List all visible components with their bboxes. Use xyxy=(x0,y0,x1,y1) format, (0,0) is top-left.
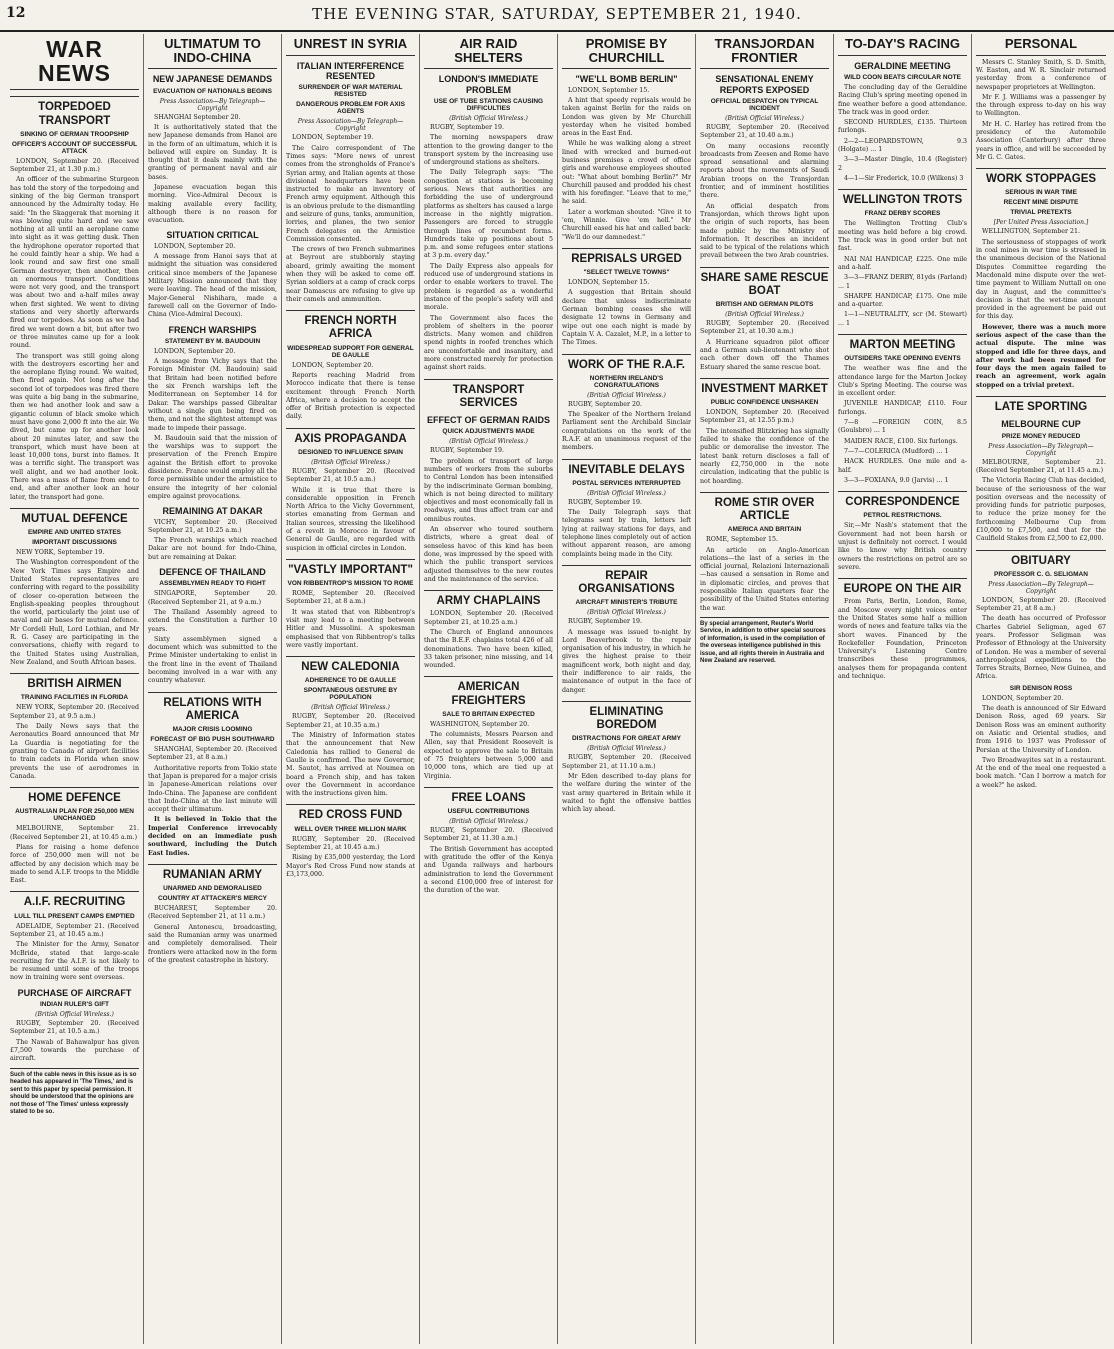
column-body xyxy=(838,61,967,682)
article-subheading: TRAINING FACILITIES IN FLORIDA xyxy=(20,694,129,702)
column-body xyxy=(700,74,829,613)
article-paragraph: Sixty assemblymen signed a document which was submitted to the Prime Minister undertaking to enlist in the front line in the event of Thailand becoming involved in a war with any country whatever. xyxy=(148,635,277,685)
article-paragraph: RUGBY, September 20. (Received September 21, at 10.5 a.m.) xyxy=(286,468,415,484)
article-headline: RED CROSS FUND xyxy=(286,804,415,822)
article-paragraph: SECOND HURDLES, £135. Thirteen furlongs. xyxy=(838,119,967,135)
article-paragraph: M. Baudouin said that the mission of the warships was to support the preservation of the French Empire against the British effort to provoke dissidence. France would employ all the force permissible under the armistice to ensure the integrity of her colonial empire against provocations. xyxy=(148,434,277,500)
article-headline: SHARE SAME RESCUE BOAT xyxy=(700,267,829,298)
article-headline: ITALIAN INTERFERENCE RESENTED xyxy=(296,60,405,81)
column-body xyxy=(286,61,415,880)
masthead xyxy=(0,0,1114,32)
article-credit: (British Official Wireless.) xyxy=(35,1011,114,1019)
article-paragraph: LONDON, September 20. (Received September 21, at 1.30 p.m.) xyxy=(10,157,139,174)
article-paragraph: VICHY, September 20. (Received September 21, at 10.25 a.m.) xyxy=(148,518,277,534)
article-paragraph: NEW YORK, September 20. (Received September 21, at 9.5 a.m.) xyxy=(10,704,139,720)
article-subheading: ASSEMBLYMEN READY TO FIGHT xyxy=(159,580,266,588)
column-racing xyxy=(834,34,972,1344)
article-paragraph: Mr H. C. Harley has retired from the presidency of the Automobile Association (Canterbury) after three years in office, and will be succeeded by Mr G. C. Gates. xyxy=(976,120,1106,161)
article-headline: FREE LOANS xyxy=(424,787,553,805)
article-credit: (British Official Wireless.) xyxy=(449,818,528,826)
article-credit: (British Official Wireless.) xyxy=(449,438,528,446)
article-paragraph: LONDON, September 20. xyxy=(982,694,1064,702)
article-paragraph: It was stated that von Ribbentrop's visit may lead to a meeting between Hitler and Mussolini. A spokesman emphasised that von Ribbentrop's talks were vastly important. xyxy=(286,608,415,649)
column-heading: TO-DAY'S RACING xyxy=(838,34,967,56)
article-paragraph: The problem of transport of large numbers of workers from the suburbs to Central London has been intensified by the indiscriminate German bombing, which is not being directed to military objectives and most economically fall in roadways, and thus affect tram car and omnibus routes. xyxy=(424,457,553,523)
article-subheading: RECENT MINE DISPUTE xyxy=(1003,199,1079,207)
article-paragraph: SHANGHAI September 20. xyxy=(154,113,241,121)
article-subheading: USE OF TUBE STATIONS CAUSING DIFFICULTIES xyxy=(433,97,544,112)
article-headline: WORK OF THE R.A.F. xyxy=(562,354,691,372)
article-paragraph: Two Broadwayites sat in a restaurant. At the end of the meal one requested a book match. "Can I borrow a match for a week?" he asked. xyxy=(976,756,1106,789)
article-headline: TRANSPORT SERVICES xyxy=(424,379,553,410)
article-paragraph: An officer of the submarine Sturgeon has told the story of the torpedoing and sinking of the big German transport announced by the Admiralty today. He said: "In the Skaggerak that morning it was blowing quite hard and we saw nothing at all until an aeroplane came into sight as it was getting dusk. Then the hydrophone operator reported that he could faintly hear a ship. We had a look round and saw first one small German destroyer, then another, then an enormous transport. Conditions were not very good, and the transport was about two and a-half miles away when first sighted. We went to diving stations and very shortly afterwards fired our torpedoes. As soon as we had fired we went down a bit, but after two or three minutes came up for a look round. xyxy=(10,176,139,350)
article-paragraph: NEW YORK, September 19. xyxy=(16,549,105,557)
article-paragraph: Mr Eden described to-day plans for the welfare during the winter of the vast army quartered in Britain while it waited to fight the offensive battles which lay ahead. xyxy=(562,773,691,814)
article-paragraph: SINGAPORE, September 20. (Received September 21, at 9 a.m.) xyxy=(148,590,277,606)
article-paragraph: A message from Vichy says that the Foreign Minister (M. Baudouin) said that Britain had been notified before the six French warships left the Mediterranean on September 14 for Dakar. The warships passed Gibraltar without a single gun being fired on them, and not the slightest attempt was made to impede their passage. xyxy=(148,358,277,432)
article-paragraph: The crews of two French submarines at Beyrout are stubbornly staying aboard, grimly awaiting the moment when they will be asked to come off. Syrian soldiers at a camp of crack corps near Damascus are refusing to give up their camels and ammunition. xyxy=(286,246,415,303)
article-paragraph: MELBOURNE, September 21. (Received September 21, at 11.45 a.m.) xyxy=(976,458,1106,474)
article-subheading: WIDESPREAD SUPPORT FOR GENERAL DE GAULLE xyxy=(287,344,414,359)
article-paragraph: The columnists, Messrs Pearson and Allen, say that President Roosevelt is expected to approve the sale to Britain of 75 freighters between 5,000 and 10,000 tons, which are tied up at Virginia. xyxy=(424,731,553,780)
column-heading: TRANSJORDAN FRONTIER xyxy=(700,34,829,69)
article-subheading: AUSTRALIAN PLAN FOR 250,000 MEN UNCHANGED xyxy=(15,808,134,823)
article-paragraph: SHANGHAI, September 20. (Received September 21, at 8 a.m.) xyxy=(148,746,277,762)
article-headline: ROME STIR OVER ARTICLE xyxy=(700,492,829,523)
article-paragraph: Plans for raising a home defence force of 250,000 men will not be affected by any decision which may be made to send A.I.F. troops to the Middle East. xyxy=(10,843,139,885)
article-paragraph: ADELAIDE, September 21. (Received September 21, at 10.45 a.m.) xyxy=(10,922,139,938)
article-paragraph: ROME, September 15. xyxy=(706,536,779,544)
article-subheading: SIR DENISON ROSS xyxy=(1009,684,1073,692)
column-air-raid-shelters xyxy=(420,34,558,1344)
article-headline: EFFECT OF GERMAN RAIDS xyxy=(427,415,550,426)
article-paragraph: LONDON, September 20. xyxy=(154,347,236,355)
article-paragraph: The transport was still going along with the destroyers escorting her and the aeroplane flying round. We waited, then fired again. Not long after the second lot of torpedoes was fired there was quite a big bang in the submarine, then we had another look and saw a gigantic column of black smoke which must have gone 2,000 ft into the air. We dived, but came up for another look about 20 minutes later, and saw the transport, which must have been at least 10,000 tons, burst into flames. It was a terrific sight. The transport was well alight, and we had another look. There was a mass of flame from end to end, and after another look an hour later, the transport had gone. xyxy=(10,352,139,501)
article-subheading: FORECAST OF BIG PUSH SOUTHWARD xyxy=(150,736,275,744)
article-paragraph: The Thailand Assembly agreed to extend the Constitution a further 10 years. xyxy=(148,608,277,633)
article-credit: (British Official Wireless.) xyxy=(587,745,666,753)
column-body xyxy=(10,96,139,1063)
article-paragraph: RUGBY, September 20. (Received September 21, at 10.40 a.m.) xyxy=(700,123,829,140)
column-heading: PERSONAL xyxy=(976,34,1106,56)
article-paragraph: LONDON, September 20. (Received September 21, at 10.25 a.m.) xyxy=(424,610,553,626)
article-headline: AXIS PROPAGANDA xyxy=(286,428,415,446)
article-subheading: TRIVIAL PRETEXTS xyxy=(1010,209,1072,217)
newspaper-title: THE EVENING STAR, SATURDAY, SEPTEMBER 21, 1940. xyxy=(312,5,802,23)
article-subheading: WELL OVER THREE MILLION MARK xyxy=(294,825,407,833)
article-paragraph: 7—8 —FOREIGN COIN, 8.5 (Goulsbro) ... 1 xyxy=(838,419,967,435)
article-subheading: USEFUL CONTRIBUTIONS xyxy=(447,808,530,816)
article-paragraph: RUGBY, September 20. xyxy=(568,400,643,408)
article-headline: "VASTLY IMPORTANT" xyxy=(286,559,415,577)
article-headline: CORRESPONDENCE xyxy=(838,491,967,509)
article-headline: FRENCH WARSHIPS xyxy=(168,324,257,335)
article-paragraph: The British Government has accepted with gratitude the offer of the Kenya and Uganda railways and harbours administration to lend the Government a second £100,000 free of interest for the duration of the war. xyxy=(424,845,553,895)
article-paragraph: The weather was fine and the attendance large for the Marton Jockey Club's Spring Meeting. The course was in excellent order. xyxy=(838,365,967,398)
article-paragraph: Later a workman shouted: "Give it to 'em, Winnie. Give 'em hell." Mr Churchill eased his hat and called back: "We'll do our damnedest." xyxy=(562,208,691,241)
article-paragraph: WELLINGTON, September 21. xyxy=(982,228,1081,236)
article-paragraph: The seriousness of stoppages of work in coal mines in war time is stressed in the unanimous decision of the National Disputes Committee regarding the Macdonald mine dispute over the wet-time payment to William Nuttall on one day in August, and the committee's decision is that the wet-time amount provided in the agreement be paid out for this day. xyxy=(976,238,1106,321)
article-headline: EUROPE ON THE AIR xyxy=(838,578,967,596)
article-subheading: UNARMED AND DEMORALISED xyxy=(163,885,262,893)
article-paragraph: LONDON, September 19. xyxy=(292,134,374,142)
article-headline: RUMANIAN ARMY xyxy=(148,864,277,882)
article-subheading: WILD COON BEATS CIRCULAR NOTE xyxy=(844,73,961,81)
article-credit: [Per United Press Association.] xyxy=(993,219,1089,227)
article-headline: OBITUARY xyxy=(976,550,1106,568)
article-credit: Press Association—By Telegraph—Copyright xyxy=(159,97,266,112)
article-paragraph: On many occasions recently broadcasts from Zeesen and Rome have spread sensational and alarming reports about the movements of Saudi Arabian troops on the Transjordan frontier, and of imminent hostilities there. xyxy=(700,142,829,200)
article-subheading: EMPIRE AND UNITED STATES xyxy=(27,529,122,537)
article-paragraph: The concluding day of the Geraldine Racing Club's spring meeting opened in fine weather before a good attendance. The track was in good order. xyxy=(838,83,967,116)
article-paragraph: The Ministry of Information states that the announcement that New Caledonia has rallied to General de Gaulle is confirmed. The new Governor, M. Sautot, has arrived at Noumea on board a French ship, and has taken over the Government in accordance with the instructions given him. xyxy=(286,732,415,798)
article-headline: NEW JAPANESE DEMANDS xyxy=(152,74,273,85)
article-paragraph: The Daily News says that the Aeronautics Board announced that Mr La Guardia is negotiating for the granting to Canada of airport facilities to train cadets in Florida when snow prevents the use of aerodromes in Canada. xyxy=(10,723,139,780)
article-paragraph: SHARPE HANDICAP, £175. One mile and a-quarter. xyxy=(838,292,967,309)
article-paragraph: The intensified Blitzkrieg has signally failed to shake the confidence of the public or demoralise the investor. The latest bank return discloses a fall of nearly £2,750,000 in the note circulation, indicating that the public is not hoarding. xyxy=(700,427,829,485)
article-headline: REMAINING AT DAKAR xyxy=(162,506,263,517)
article-paragraph: The Cairo correspondent of The Times says: "More news of unrest comes from the strongholds of France's Syrian army, and Italian agents at those divisional headquarters have been instructed to make an inventory of French army equipment. Although this is an obvious prelude to the dismantling and seizure of guns, tanks, ammunition, lorries, and planes, the two senior French delegates on the Armistice Commission consented. xyxy=(286,144,415,243)
article-paragraph: Reports reaching Madrid from Morocco indicate that there is tense excitement through French North Africa, where a decision to accept the offer of British protection is expected daily. xyxy=(286,372,415,421)
article-paragraph: Japanese evacuation began this morning. Vice-Admiral Decoux is making available every facility, although there is no reason for evacuation. xyxy=(148,184,277,225)
article-subheading: COUNTRY AT ATTACKER'S MERCY xyxy=(157,895,268,903)
article-subheading: EVACUATION OF NATIONALS BEGINS xyxy=(153,87,272,95)
article-paragraph: The Church of England announces that the B.E.F. chaplains total 426 of all denominations. Two have been killed, 33 taken prisoner, nine missing, and 14 wounded. xyxy=(424,628,553,670)
article-credit: Press Association—By Telegraph—Copyright xyxy=(988,442,1094,457)
article-subheading: OFFICER'S ACCOUNT OF SUCCESSFUL ATTACK xyxy=(11,140,138,155)
article-subheading: BRITISH AND GERMAN PILOTS xyxy=(715,301,814,309)
article-subheading: LULL TILL PRESENT CAMPS EMPTIED xyxy=(14,912,135,920)
article-headline: GERALDINE MEETING xyxy=(854,60,951,71)
article-subheading: NORTHERN IRELAND'S CONGRATULATIONS xyxy=(589,374,664,389)
article-subheading: VON RIBBENTROP'S MISSION TO ROME xyxy=(287,580,414,588)
article-subheading: POSTAL SERVICES INTERRUPTED xyxy=(572,479,681,487)
article-paragraph: ROME, September 20. (Received September 21, at 8 a.m.) xyxy=(286,590,415,606)
article-headline: HOME DEFENCE xyxy=(10,787,139,805)
article-paragraph: The Speaker of the Northern Ireland Parliament sent the Archibald Sinclair congratulations on the work of the R.A.F. at an unanimous request of the members. xyxy=(562,411,691,452)
article-paragraph: While it is true that there is considerable opposition in French North Africa to the Vichy Government, stories emanating from German and Italian sources, stressing the likelihood of a revolt in Morocco in favour of General de Gaulle, are regarded with suspicion in official circles in London. xyxy=(286,486,415,552)
article-subheading: INDIAN RULER'S GIFT xyxy=(39,1001,110,1009)
article-paragraph: RUGBY, September 20. (Received September 21, at 10.30 a.m.) xyxy=(700,320,829,336)
article-headline: WELLINGTON TROTS xyxy=(838,189,967,207)
article-credit: (British Official Wireless.) xyxy=(725,311,804,319)
article-credit: (British Official Wireless.) xyxy=(587,391,666,399)
article-headline: ELIMINATING BOREDOM xyxy=(562,701,691,732)
article-paragraph: RUGBY, September 20. (Received September 21, at 10.45 a.m.) xyxy=(286,835,415,851)
article-subheading: FRANZ DERBY SCORES xyxy=(864,210,941,218)
article-headline: INEVITABLE DELAYS xyxy=(562,459,691,477)
column-body xyxy=(148,74,277,965)
article-headline: FRENCH NORTH AFRICA xyxy=(286,310,415,341)
column-heading: UNREST IN SYRIA xyxy=(286,34,415,56)
article-paragraph: The Wellington Trotting Club's meeting was held before a big crowd. The track was in good order but not fast. xyxy=(838,220,967,253)
article-paragraph: While he was walking along a street lined with wrecked and burned-out business premises a crowd of office girls and warehouse employees shouted out: "What about bombing Berlin?" Mr Churchill paused and prodded his chest with his forefinger. "Leave that to me," he said. xyxy=(562,140,691,206)
article-subheading: MAJOR CRISIS LOOMING xyxy=(172,726,253,734)
article-paragraph: WASHINGTON, September 20. xyxy=(430,720,530,728)
article-paragraph: MELBOURNE, September 21. (Received September 21, at 10.45 a.m.) xyxy=(10,825,139,841)
article-paragraph: It is believed in Tokio that the Imperial Conference irrevocably decided on an immediate push southward, including the Dutch East Indies. xyxy=(148,816,277,857)
article-credit: (British Official Wireless.) xyxy=(587,489,666,497)
article-headline: REPAIR ORGANISATIONS xyxy=(562,565,691,596)
article-paragraph: RUGBY, September 20. (Received September 21, at 11.30 a.m.) xyxy=(424,827,553,843)
article-subheading: AIRCRAFT MINISTER'S TRIBUTE xyxy=(575,599,678,607)
article-paragraph: The Daily Express also appeals for reduced use of underground stations in order to enable workers to travel. The problem is regarded as a wonderful instance of the people's safety will and morale. xyxy=(424,262,553,312)
article-paragraph: Messrs C. Stanley Smith, S. D. Smith, W. Easton, and W. R. Sinclair returned yesterday from a conference of newspaper proprietors at Wellington. xyxy=(976,58,1106,91)
article-subheading: DANGEROUS PROBLEM FOR AXIS AGENTS xyxy=(296,101,405,116)
article-paragraph: The death has occurred of Professor Charles Gabriel Seligman, aged 67 years. Professor Seligman was Professor of Ethnology at the University of London. He was a member of several anthropological expeditions to the Torres Straits, Borneo, New Guinea, and Africa. xyxy=(976,615,1106,681)
article-paragraph: 2—2—LEOPARDSTOWN, 9.3 (Holgate) ... 1 xyxy=(838,137,967,154)
article-headline: TORPEDOED TRANSPORT xyxy=(10,96,139,127)
article-subheading: SERIOUS IN WAR TIME xyxy=(1005,189,1077,197)
column-transjordan xyxy=(696,34,834,1344)
article-headline: PURCHASE OF AIRCRAFT xyxy=(17,987,132,998)
column-syria xyxy=(282,34,420,1344)
article-paragraph: JUVENILE HANDICAP, £110. Four furlongs. xyxy=(838,400,967,416)
article-paragraph: The Daily Telegraph says that telegrams sent by train, letters left lying at railway stations for days, and telephone lines completely out of action without apparent reason, are among complaints being made in the City. xyxy=(562,509,691,558)
article-headline: LATE SPORTING xyxy=(976,396,1106,414)
article-paragraph: The Minister for the Army, Senator McBride, stated that large-scale recruiting for the A.I.F. is not likely to be resumed until some of the troops now in training were sent overseas. xyxy=(10,941,139,982)
article-paragraph: LONDON, September 20. xyxy=(154,242,236,250)
article-credit: (British Official Wireless.) xyxy=(311,704,390,712)
article-paragraph: LONDON, September 20. (Received September 21, at 12.55 p.m.) xyxy=(700,409,829,425)
article-headline: AMERICAN FREIGHTERS xyxy=(424,676,553,707)
article-subheading: DISTRACTIONS FOR GREAT ARMY xyxy=(571,735,682,743)
article-subheading: QUICK ADJUSTMENTS MADE xyxy=(442,428,535,436)
column-churchill xyxy=(558,34,696,1344)
article-paragraph: 3—3—FOXIANA, 9.0 (Jarvis) ... 1 xyxy=(844,476,949,484)
article-headline: SENSATIONAL ENEMY REPORTS EXPOSED xyxy=(715,74,814,95)
article-paragraph: The Washington correspondent of the New York Times says Empire and United States representatives are conferring with regard to the possibility of closer co-operation between the English-speaking peoples throughout the world, particularly the joint use of naval and air bases for mutual defence. Mr Cordell Hull, Lord Lothian, and Mr R. G. Casey are participating in the conversations, chiefly with regard to the United States using Australian, New Zealand, and South African bases. xyxy=(10,559,139,666)
article-headline: RELATIONS WITH AMERICA xyxy=(148,692,277,723)
article-paragraph: 3—3—Master Dingle, 10.4 (Register) 2 xyxy=(838,156,967,172)
article-paragraph: A hint that speedy reprisals would be taken against Berlin for the raids on London was given by Mr Churchill yesterday when he visited bombed areas in the East End. xyxy=(562,96,691,138)
column-body xyxy=(424,74,553,895)
article-paragraph: Sir,—Mr Nash's statement that the Government had not been harsh or unjust is definitely not correct. I would like to know why British country owners the restrictions on petrol are so severe. xyxy=(838,522,967,571)
column-heading: ULTIMATUM TO INDO-CHINA xyxy=(148,34,277,69)
article-subheading: OFFICIAL DESPATCH ON TYPICAL INCIDENT xyxy=(710,97,819,112)
article-headline: ARMY CHAPLAINS xyxy=(424,590,553,608)
column-heading: AIR RAID SHELTERS xyxy=(424,34,553,69)
article-paragraph: However, there was a much more serious aspect of the case than the actual dispute. The mine was stopped and idle for three days, and after work had been resumed for four days the men again failed to reach an agreement, work again stopped on a trivial pretext. xyxy=(976,323,1106,389)
article-credit: (British Official Wireless.) xyxy=(587,609,666,617)
article-paragraph: It is authoritatively stated that the new Japanese demands from Hanoi are in the form of an ultimatum, which it is believed will expire on Sunday. It is thought that it deals mainly with the granting of permanent naval and air bases. xyxy=(148,123,277,181)
column-body xyxy=(562,74,691,814)
article-headline: NEW CALEDONIA xyxy=(286,656,415,674)
article-headline: SITUATION CRITICAL xyxy=(166,230,259,241)
article-credit: (British Official Wireless.) xyxy=(311,459,390,466)
article-headline: LONDON'S IMMEDIATE PROBLEM xyxy=(438,74,539,95)
article-paragraph: The Government also faces the problem of shelters in the poorer districts. Many women and children spend nights in roofed trenches which are uncomfortable and insanitary, and more constructed merely for protection against short raids. xyxy=(424,314,553,372)
column-heading: PROMISE BY CHURCHILL xyxy=(562,34,691,69)
article-subheading: OUTSIDERS TAKE OPENING EVENTS xyxy=(844,355,961,363)
article-credit: Press Association—By Telegraph—Copyright xyxy=(297,118,404,133)
article-headline: WORK STOPPAGES xyxy=(976,168,1106,186)
article-paragraph: NAI NAI HANDICAP, £225. One mile and a-half. xyxy=(838,255,967,271)
article-paragraph: HACK HURDLES. One mile and a-half. xyxy=(838,458,967,474)
article-paragraph: The death is announced of Sir Edward Denison Ross, aged 69 years. Sir Denison Ross was an eminent authority on Asiatic and Oriental studies, and from 1916 to 1937 was Professor of Persian at the University of London. xyxy=(976,705,1106,754)
article-subheading: PROFESSOR C. G. SELIGMAN xyxy=(994,570,1088,578)
article-paragraph: From Paris, Berlin, London, Rome, and Moscow every night voices enter the United States some half a million words of news and feature talks via the short waves. Financed by the Rockefeller Foundation, Princeton University's Listening Centre transcribes these programmes, analyses them for propaganda content and technique. xyxy=(838,598,967,680)
article-paragraph: LONDON, September 20. xyxy=(292,361,374,369)
article-headline: BRITISH AIRMEN xyxy=(10,673,139,691)
article-headline: INVESTMENT MARKET xyxy=(700,378,829,396)
column-personal xyxy=(972,34,1110,1344)
article-subheading: SURRENDER OF WAR MATERIAL RESISTED xyxy=(298,84,403,99)
article-paragraph: The morning newspapers draw attention to the growing danger to the transport system by the increasing use of underground stations as shelters. xyxy=(424,134,553,167)
article-paragraph: 4—1—Sir Frederick, 10.0 (Wilkens) 3 xyxy=(844,174,964,182)
article-paragraph: Mr F. J. Williams was a passenger by the through express to-day on his way to Wellington. xyxy=(976,93,1106,118)
article-paragraph: The Nawab of Bahawalpur has given £7,500 towards the purchase of aircraft. xyxy=(10,1038,139,1063)
article-paragraph: 7—7—COLERICA (Mudford) ... 1 xyxy=(844,447,949,455)
article-paragraph: An observer who toured southern districts, where a great deal of senseless havoc of this kind has been done, was impressed by the speed with which the public transport services adjusted themselves to the new routes and the maintenance of the service. xyxy=(424,526,553,583)
article-subheading: IMPORTANT DISCUSSIONS xyxy=(32,539,117,547)
article-paragraph: RUGBY, September 19. xyxy=(568,618,643,626)
article-headline: REPRISALS URGED xyxy=(562,248,691,266)
article-paragraph: RUGBY, September 19. xyxy=(430,123,505,131)
column-body xyxy=(976,59,1106,790)
article-subheading: SPONTANEOUS GESTURE BY POPULATION xyxy=(303,687,398,702)
article-subheading: SINKING OF GERMAN TROOPSHIP xyxy=(20,130,129,138)
article-credit: (British Official Wireless.) xyxy=(449,114,528,122)
article-paragraph: LONDON, September 15. xyxy=(568,279,650,287)
article-paragraph: Authoritative reports from Tokio state that Japan is prepared for a major crisis in Japanese-American relations over Indo-China. The Japanese are confident that Indo-China at the last minute will accept their ultimatum. xyxy=(148,764,277,814)
article-paragraph: An official despatch from Transjordan, which throws light upon the origin of such reports, has been made public by the Ministry of Information. It describes an incident said to be typical of the relations which prevail between the two Arab countries. xyxy=(700,202,829,260)
column-heading: WAR NEWS xyxy=(10,34,139,90)
article-subheading: STATEMENT BY M. BAUDOUIN xyxy=(164,337,261,345)
article-credit: Press Association—By Telegraph—Copyright xyxy=(988,580,1094,595)
article-paragraph: General Antonescu, broadcasting, said the Rumanian army was unarmed and completely demoralised. Their frontiers were attacked now in the form of the greatest catastrophe in history. xyxy=(148,923,277,964)
article-paragraph: 3—3—FRANZ DERBY, 81yds (Farland) ... 1 xyxy=(838,274,967,290)
article-subheading: PETROL RESTRICTIONS. xyxy=(863,512,942,520)
column-footnote: By special arrangement, Reuter's World Service, in addition to other special sources of information, is used in the compilation of the overseas intelligence published in this issue, and all rights therein in Australia and New Zealand are reserved. xyxy=(700,617,829,666)
article-paragraph: RUGBY, September 20. (Received September 21, at 11.10 a.m.) xyxy=(562,754,691,770)
article-subheading: "SELECT TWELVE TOWNS" xyxy=(583,269,670,277)
article-subheading: ADHERENCE TO DE GAULLE xyxy=(304,677,397,685)
column-war-news xyxy=(6,34,144,1344)
article-paragraph: RUGBY, September 19. xyxy=(430,447,505,455)
article-headline: A.I.F. RECRUITING xyxy=(10,891,139,909)
article-subheading: PUBLIC CONFIDENCE UNSHAKEN xyxy=(710,399,819,407)
article-paragraph: BUCHAREST, September 20. (Received September 21, at 11 a.m.) xyxy=(148,905,277,921)
article-credit: (British Official Wireless.) xyxy=(725,114,804,122)
article-paragraph: A message from Hanoi says that at midnight the situation was considered critical since members of the Japanese Military Mission announced that they were leaving. The head of the mission, Major-General Nishihara, made a farewell call on the Governor of Indo-China (Vice-Admiral Decoux). xyxy=(148,253,277,319)
article-paragraph: RUGBY, September 20. (Received September 21, at 10.5 a.m.) xyxy=(10,1020,139,1036)
article-paragraph: RUGBY, September 20. (Received September 21, at 10.35 a.m.) xyxy=(286,713,415,729)
article-paragraph: An article on Anglo-American relations—the last of a series in the official journal, Relazioni Internazionali—has caused a sensation in Rome and in diplomatic circles, and proves that responsible Italian quarters fear the possibility of the United States entering the war. xyxy=(700,546,829,612)
article-paragraph: 1—1—NEUTRALITY, scr (M. Stewart) ... 1 xyxy=(838,311,967,327)
article-headline: MELBOURNE CUP xyxy=(1001,419,1081,430)
article-paragraph: RUGBY, September 19. xyxy=(568,498,643,506)
article-subheading: AMERICA AND BRITAIN xyxy=(727,526,802,534)
article-paragraph: Rising by £35,000 yesterday, the Lord Mayor's Red Cross Fund now stands at £3,173,000. xyxy=(286,854,415,878)
article-headline: MARTON MEETING xyxy=(838,334,967,352)
article-paragraph: A message was issued to-night by Lord Beaverbrook to the repair organisation of his industry, in which he gives the highest praise to their magnificent work, both night and day, their indifference to air raids, the maintenance of output in the face of danger. xyxy=(562,628,691,694)
article-headline: DEFENCE OF THAILAND xyxy=(159,567,266,578)
article-paragraph: The Victoria Racing Club has decided, because of the seriousness of the war position overseas and the necessity of providing funds for patriotic purposes, to reduce the prize money for the forthcoming Melbourne Cup from £10,000 to £7,500, and that for the Caulfield Stakes from £2,500 to £2,000. xyxy=(976,477,1106,543)
article-subheading: SALE TO BRITAIN EXPECTED xyxy=(442,710,535,718)
columns xyxy=(6,34,1110,1344)
article-subheading: PRIZE MONEY REDUCED xyxy=(1001,432,1081,440)
column-footnote: Such of the cable news in this issue as is so headed has appeared in 'The Times,' and is sent to this paper by special permission. It should be understood that the opinions are not those of 'The Times' unless expressly stated to be so. xyxy=(10,1068,139,1117)
article-paragraph: A suggestion that Britain should declare that unless indiscriminate German bombing ceases she will designate 12 towns in Germany and wipe out one each night is made by Captain V. A. Cazalet, M.P., in a letter to The Times. xyxy=(562,289,691,347)
article-paragraph: The French warships which reached Dakar are not bound for Indo-China, but are remaining at Dakar. xyxy=(148,537,277,561)
article-headline: "WE'LL BOMB BERLIN" xyxy=(575,74,678,85)
article-paragraph: MAIDEN RACE, £100. Six furlongs. xyxy=(844,437,958,445)
page-number: 12 xyxy=(6,5,26,21)
article-headline: MUTUAL DEFENCE xyxy=(10,508,139,526)
article-paragraph: A Hurricane squadron pilot officer and a German sub-lieutenant who shot each other down off the Thames Estuary shared the same rescue boat. xyxy=(700,338,829,371)
article-paragraph: The Daily Telegraph says: "The congestion at stations is becoming serious. News that authorities are forbidding the use of underground platforms as shelters has caused a large increase in the nightly migration. Passengers are forced to struggle through lines of recumbent forms. Hundreds take up positions about 5 p.m. and some refugees enter stations at 3 p.m. every day." xyxy=(424,169,553,260)
article-subheading: DESIGNED TO INFLUENCE SPAIN xyxy=(298,449,403,456)
column-indo-china xyxy=(144,34,282,1344)
article-paragraph: LONDON, September 20. (Received September 21, at 8 a.m.) xyxy=(976,596,1106,613)
article-paragraph: LONDON, September 15. xyxy=(568,86,650,94)
